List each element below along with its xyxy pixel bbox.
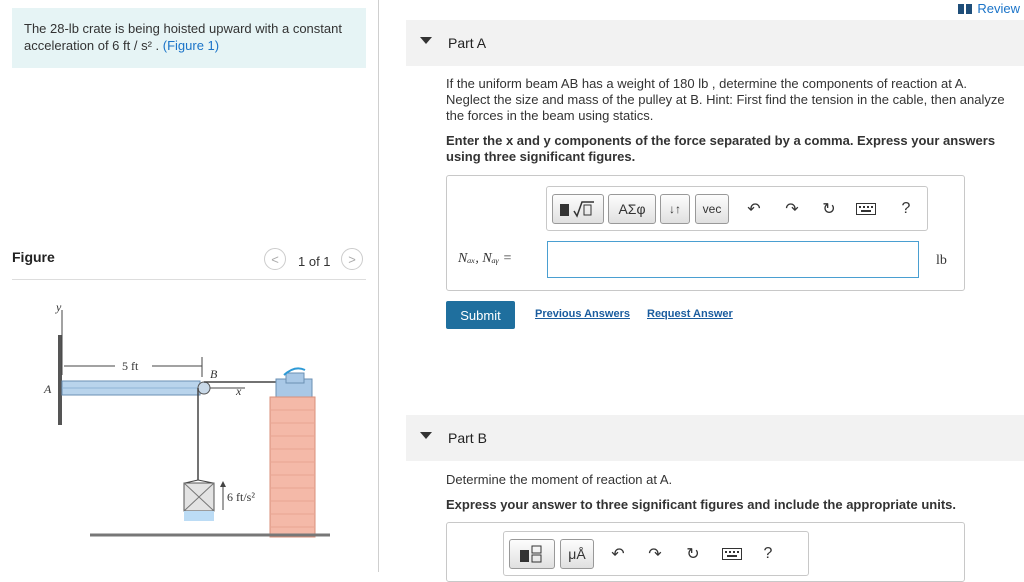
subscript-superscript-button[interactable]: [660, 194, 690, 224]
part-a-label: Part A: [448, 35, 487, 51]
keyboard-icon[interactable]: [721, 543, 743, 565]
crate-motion-blur: [184, 511, 214, 521]
part-a-question: If the uniform beam AB has a weight of 180 lb , determine the components of reaction at A. Neglect the size and mass of the pulley at B. Hint: First find the tension in the cable, then analyze the forces in the beam using statics.: [446, 76, 1005, 123]
dimension-label: 5 ft: [122, 359, 139, 373]
point-a-label: A: [44, 382, 52, 396]
chevron-left-icon: <: [271, 251, 279, 267]
vector-label: vec: [702, 202, 722, 216]
units-label: μÅ: [568, 546, 586, 562]
review-link[interactable]: [958, 1, 1020, 16]
accel-label: 6 ft/s²: [227, 490, 255, 504]
fraction-icon: [517, 544, 547, 564]
figure-title: Figure: [12, 249, 55, 265]
answer-unit: lb: [936, 253, 947, 268]
undo-icon[interactable]: ↶: [611, 546, 625, 563]
pulley: [198, 382, 210, 394]
part-a-instruction: Enter the x and y components of the force separated by a comma. Express your answers using three significant figures.: [446, 133, 996, 164]
collapse-triangle-icon: [420, 37, 432, 44]
submit-button[interactable]: Submit: [446, 301, 515, 329]
template-button-b[interactable]: [509, 539, 555, 569]
review-icon: [958, 4, 972, 14]
y-axis-label: y: [56, 300, 62, 314]
prev-figure-button[interactable]: [264, 248, 286, 270]
reset-icon[interactable]: ↻: [686, 546, 700, 563]
part-b-label: Part B: [448, 430, 487, 446]
x-axis-label: x: [236, 384, 242, 398]
units-button[interactable]: [560, 539, 594, 569]
problem-statement: [12, 8, 366, 68]
wall: [58, 335, 62, 425]
vector-button[interactable]: [695, 194, 729, 224]
redo-icon[interactable]: ↷: [785, 201, 799, 218]
panel-separator: [378, 0, 379, 572]
point-b-label: B: [210, 367, 218, 381]
greek-symbols-label: ΑΣφ: [618, 201, 646, 217]
problem-text: The 28-lb crate is being hoisted upward with a constant acceleration of 6 ft / s² .: [24, 21, 342, 53]
request-answer-link[interactable]: Request Answer: [647, 308, 733, 320]
collapse-triangle-icon: [420, 432, 432, 439]
answer-label: Nₐₓ, Nₐᵧ =: [458, 251, 513, 266]
answer-input[interactable]: [547, 241, 919, 278]
template-button[interactable]: [552, 194, 604, 224]
help-icon[interactable]: ?: [901, 200, 911, 217]
chevron-right-icon: >: [348, 251, 356, 267]
fraction-sqrt-icon: [558, 199, 598, 219]
math-toolbar-b: [503, 531, 809, 576]
part-a-answer-box: [446, 175, 965, 291]
part-a-header[interactable]: [406, 20, 1024, 66]
reset-icon[interactable]: ↻: [822, 201, 836, 218]
divider: [12, 279, 366, 280]
accel-arrow-head: [220, 481, 226, 487]
brick-pillar: [270, 397, 315, 537]
figure-counter: 1 of 1: [298, 254, 331, 269]
review-label: Review: [977, 1, 1020, 16]
figure-diagram: [30, 295, 370, 550]
greek-symbols-button[interactable]: [608, 194, 656, 224]
winch-drum: [286, 373, 304, 383]
figure-link[interactable]: (Figure 1): [162, 38, 220, 53]
part-b-answer-box: [446, 522, 965, 582]
previous-answers-link[interactable]: Previous Answers: [535, 308, 630, 320]
next-figure-button[interactable]: [341, 248, 363, 270]
part-b-header[interactable]: [406, 415, 1024, 461]
help-icon[interactable]: ?: [763, 545, 773, 562]
part-b-instruction: Express your answer to three significant figures and include the appropriate units.: [446, 497, 956, 512]
arrows-icon: ↓↑: [669, 202, 681, 216]
undo-icon[interactable]: ↶: [747, 201, 761, 218]
part-b-question: Determine the moment of reaction at A.: [446, 472, 673, 487]
redo-icon[interactable]: ↷: [648, 546, 662, 563]
math-toolbar: [546, 186, 928, 231]
keyboard-icon[interactable]: [855, 198, 877, 220]
